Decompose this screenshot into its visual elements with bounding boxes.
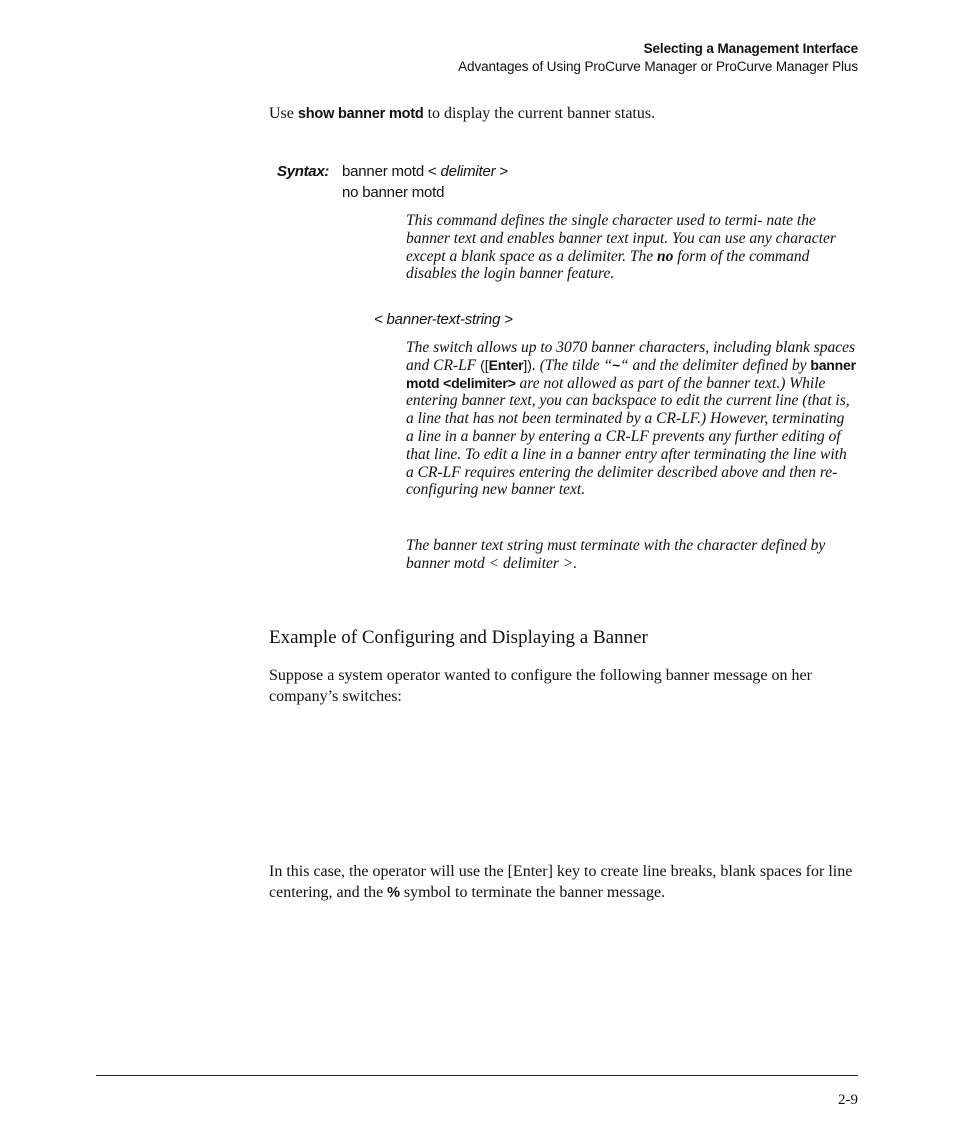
desc2-text-1: The switch allows up to 3070 banner characters, including blank spaces and CR-LF	[406, 339, 856, 374]
syntax-line-1	[342, 163, 508, 180]
desc2-text-4: are not allowed as part of the banner text.) While entering banner text, you can backspace to edit the current line (that is, a line that has not been terminated by a CR-LF.) However, terminating a line in a banner by entering a CR-LF prevents any further editing of that line. To edit a line in a banner entry after terminating the line with a CR-LF requires entering the delimiter described above and then re-configuring new banner text.	[406, 374, 850, 499]
desc1-after: form of the command disables the login banner feature.	[406, 247, 810, 283]
syntax-command: banner motd <	[342, 163, 441, 180]
desc2-text-2: . (The tilde “	[531, 356, 613, 374]
param-name: banner-text-string	[386, 311, 501, 328]
enter-key-close: ])	[523, 356, 532, 373]
footer-rule	[96, 1075, 858, 1076]
parameter-description	[406, 339, 856, 499]
syntax-close: >	[495, 163, 508, 180]
terminator-note: The banner text string must terminate with the character defined by banner motd < delimiter >.	[406, 537, 826, 572]
parameter-heading	[374, 311, 513, 328]
closing-paragraph	[269, 861, 861, 904]
intro-command: show banner motd	[297, 106, 424, 122]
tilde-symbol: ~	[612, 356, 621, 373]
page-number: 2-9	[838, 1092, 858, 1108]
percent-symbol: %	[387, 885, 400, 901]
syntax-description	[406, 212, 856, 283]
intro-text-after: to display the current banner status.	[423, 105, 656, 122]
running-header-title: Selecting a Management Interface	[643, 41, 858, 56]
enter-key: Enter	[488, 356, 524, 373]
delimiter-command: banner motd <delimiter>	[406, 356, 856, 391]
running-header-subtitle: Advantages of Using ProCurve Manager or ProCurve Manager Plus	[458, 59, 858, 74]
desc1-no-keyword: no	[656, 247, 674, 265]
section-body: Suppose a system operator wanted to configure the following banner message on her company’s switches:	[269, 667, 812, 705]
syntax-label: Syntax:	[277, 163, 330, 180]
desc2-text-3: “ and the delimiter defined by	[620, 356, 811, 374]
syntax-line-2: no banner motd	[342, 184, 445, 201]
intro-paragraph	[269, 103, 869, 125]
closing-before: In this case, the operator will use the [Enter] key to create line breaks, blank spaces for line centering, and the	[269, 863, 853, 901]
param-close: >	[500, 311, 513, 328]
closing-after: symbol to terminate the banner message.	[399, 884, 666, 901]
enter-key-open: ([	[480, 356, 489, 373]
section-heading: Example of Configuring and Displaying a Banner	[269, 627, 648, 648]
intro-text-before: Use	[269, 105, 298, 122]
param-open: <	[374, 311, 387, 328]
desc1-before: This command defines the single character used to termi- nate the banner text and enables banner text input. You can use any character except a blank space as a delimiter. The	[406, 212, 836, 265]
syntax-param-delimiter: delimiter	[440, 163, 496, 180]
